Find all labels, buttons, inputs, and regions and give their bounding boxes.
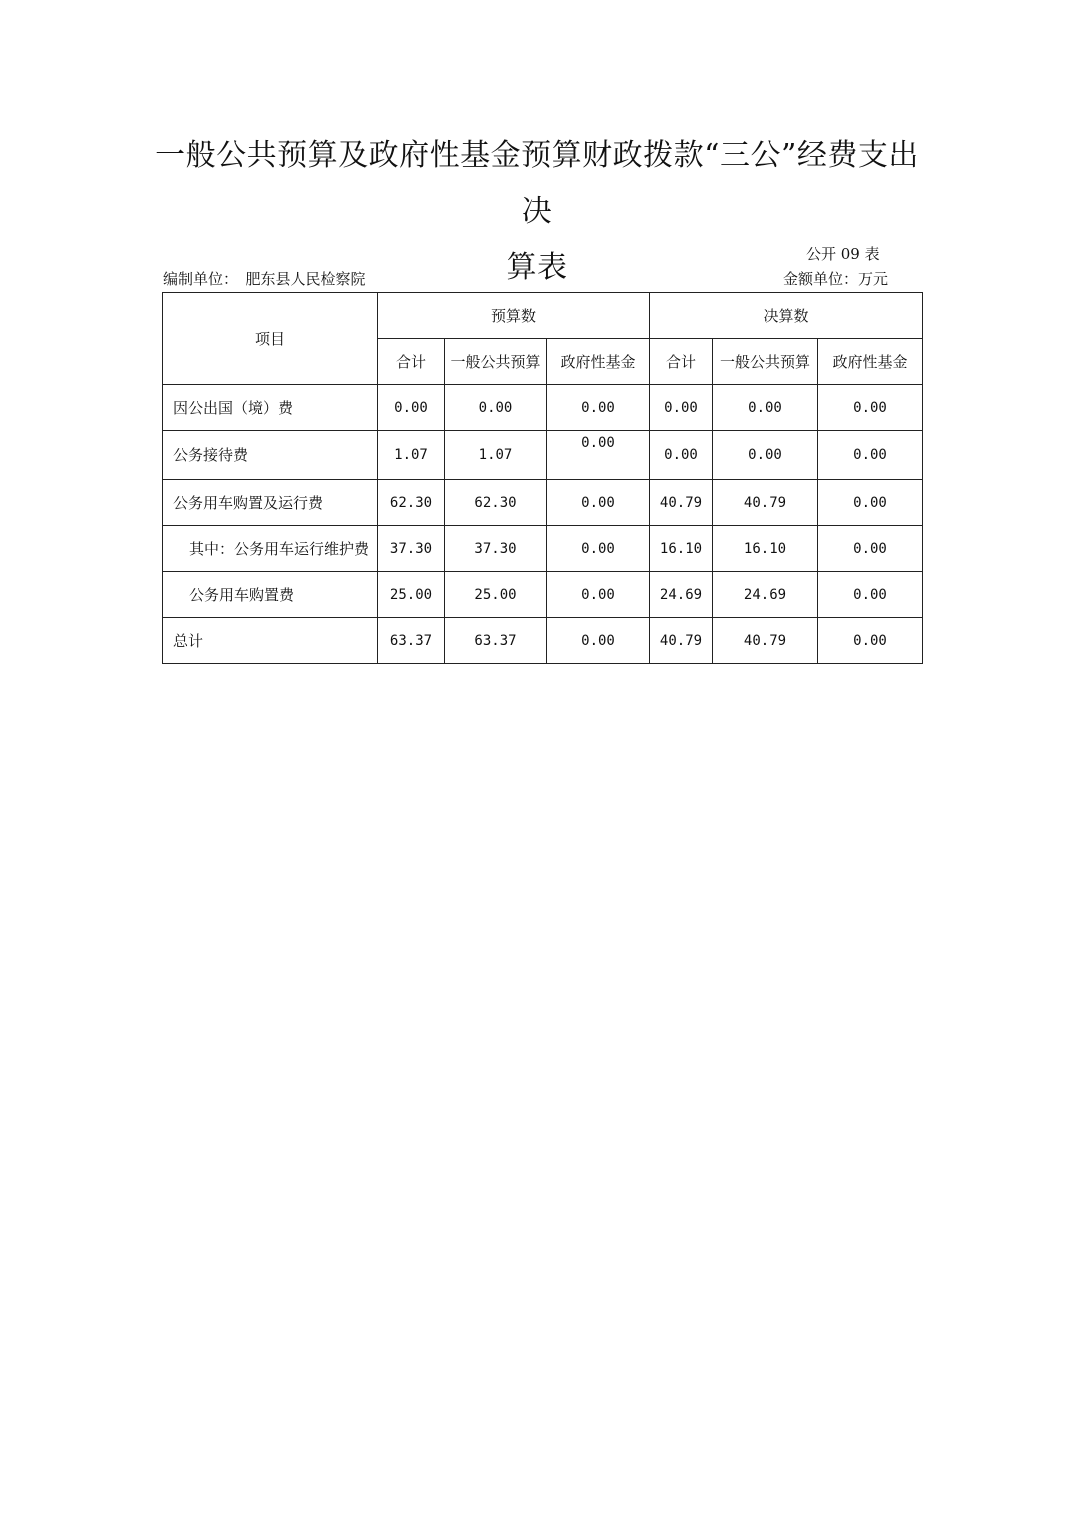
cell-final-total: 16.10 — [650, 526, 713, 572]
cell-final-fund: 0.00 — [818, 431, 923, 480]
cell-final-fund: 0.00 — [818, 480, 923, 526]
header-final-group: 决算数 — [650, 293, 923, 339]
cell-final-general: 0.00 — [713, 431, 818, 480]
cell-budget-total: 63.37 — [378, 618, 445, 664]
cell-budget-general: 37.30 — [445, 526, 547, 572]
row-item-label: 公务用车购置费 — [163, 572, 378, 618]
row-item-label: 其中：公务用车运行维护费 — [163, 526, 378, 572]
cell-final-total: 24.69 — [650, 572, 713, 618]
cell-final-general: 16.10 — [713, 526, 818, 572]
cell-final-general: 40.79 — [713, 618, 818, 664]
header-item: 项目 — [163, 293, 378, 385]
header-budget-total: 合计 — [378, 339, 445, 385]
cell-final-total: 0.00 — [650, 385, 713, 431]
cell-final-total: 40.79 — [650, 618, 713, 664]
cell-budget-fund: 0.00 — [547, 480, 650, 526]
cell-budget-general: 63.37 — [445, 618, 547, 664]
header-final-total: 合计 — [650, 339, 713, 385]
header-budget-general: 一般公共预算 — [445, 339, 547, 385]
cell-budget-fund: 0.00 — [547, 385, 650, 431]
cell-budget-total: 25.00 — [378, 572, 445, 618]
cell-final-total: 0.00 — [650, 431, 713, 480]
table-row — [163, 385, 923, 431]
cell-budget-general: 62.30 — [445, 480, 547, 526]
compiling-unit: 编制单位： 肥东县人民检察院 — [163, 270, 366, 288]
cell-final-fund: 0.00 — [818, 572, 923, 618]
cell-budget-fund: 0.00 — [547, 618, 650, 664]
cell-final-total: 40.79 — [650, 480, 713, 526]
header-budget-group: 预算数 — [378, 293, 650, 339]
cell-final-general: 0.00 — [713, 385, 818, 431]
cell-budget-total: 37.30 — [378, 526, 445, 572]
table-row — [163, 480, 923, 526]
row-item-label: 因公出国（境）费 — [163, 385, 378, 431]
table-row — [163, 572, 923, 618]
cell-budget-fund: 0.00 — [547, 572, 650, 618]
three-public-expenses-table — [162, 292, 923, 664]
cell-budget-general: 25.00 — [445, 572, 547, 618]
title-line-2: 算表 — [506, 250, 568, 285]
cell-final-general: 24.69 — [713, 572, 818, 618]
header-budget-fund: 政府性基金 — [547, 339, 650, 385]
amount-unit: 金额单位：万元 — [783, 270, 889, 288]
cell-budget-general: 0.00 — [445, 385, 547, 431]
table-row — [163, 526, 923, 572]
cell-final-fund: 0.00 — [818, 618, 923, 664]
cell-budget-fund: 0.00 — [547, 431, 650, 480]
row-item-label: 公务用车购置及运行费 — [163, 480, 378, 526]
cell-final-general: 40.79 — [713, 480, 818, 526]
table-row-total — [163, 618, 923, 664]
cell-budget-total: 62.30 — [378, 480, 445, 526]
title-line-1: 一般公共预算及政府性基金预算财政拨款“三公”经费支出决 — [155, 138, 919, 229]
header-final-general: 一般公共预算 — [713, 339, 818, 385]
cell-budget-fund: 0.00 — [547, 526, 650, 572]
table-row — [163, 431, 923, 480]
cell-final-fund: 0.00 — [818, 526, 923, 572]
row-item-label: 总计 — [163, 618, 378, 664]
cell-budget-total: 1.07 — [378, 431, 445, 480]
cell-budget-total: 0.00 — [378, 385, 445, 431]
cell-final-fund: 0.00 — [818, 385, 923, 431]
cell-budget-general: 1.07 — [445, 431, 547, 480]
row-item-label: 公务接待费 — [163, 431, 378, 480]
header-final-fund: 政府性基金 — [818, 339, 923, 385]
table-number: 公开 09 表 — [806, 245, 880, 263]
